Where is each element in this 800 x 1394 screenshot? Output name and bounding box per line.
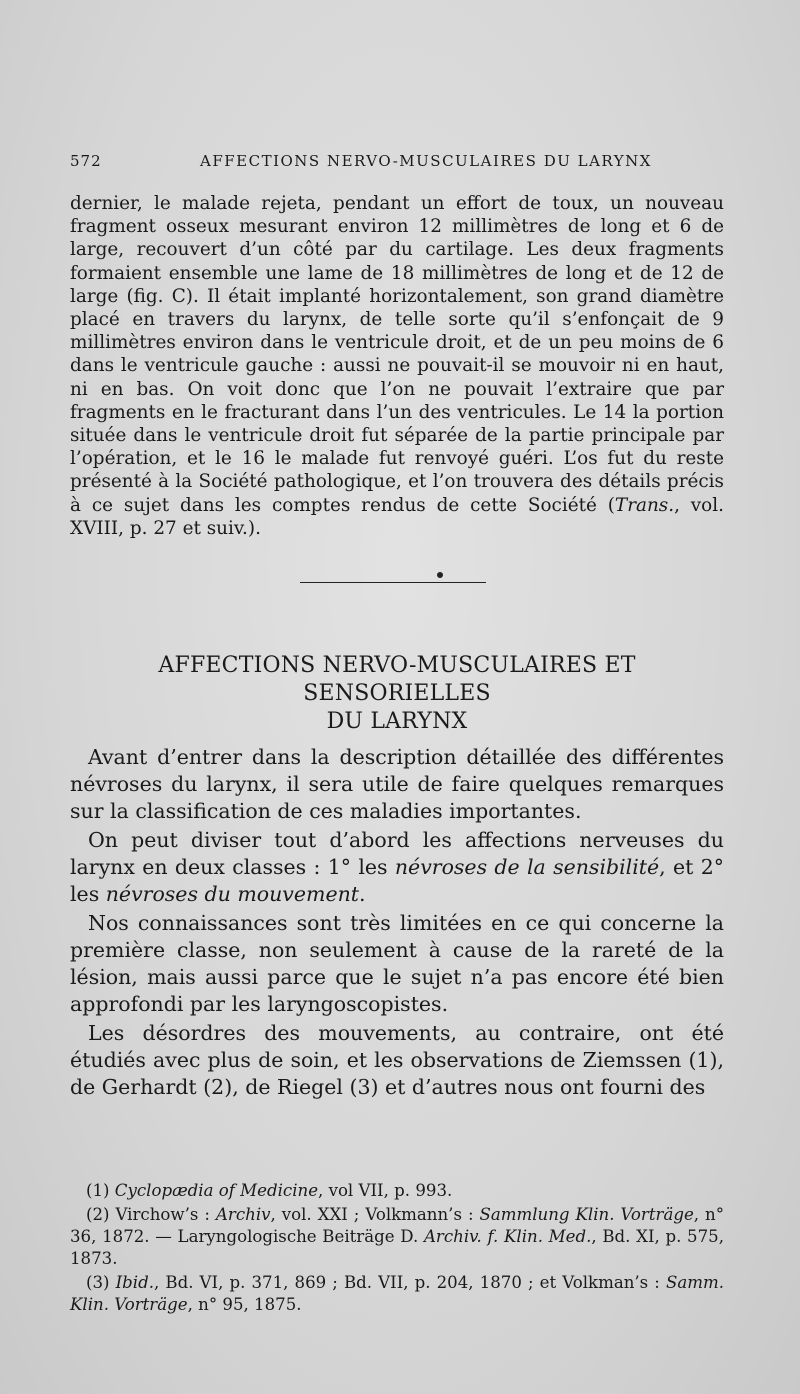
footnote-2-title-2: Sammlung Klin. Vorträge <box>479 1205 694 1224</box>
page-header <box>70 152 724 176</box>
paragraph-2-emphasis-1: névroses de la sensibilité <box>394 855 660 879</box>
footnote-2-text: Virchow’s : <box>115 1205 216 1224</box>
section-divider <box>300 582 486 583</box>
section-heading <box>70 652 724 736</box>
footnote-2-text-4: , Bd. XI, p. 575, 1873. <box>70 1227 724 1268</box>
footnote-1 <box>70 1180 724 1202</box>
journal-title: Trans. <box>614 494 675 516</box>
section-body <box>70 744 724 1101</box>
footnote-3-marker: (3) <box>86 1273 116 1292</box>
footnote-2-title-1: Archiv <box>215 1205 271 1224</box>
page-number: 572 <box>70 152 102 170</box>
paragraph-2-text-3: . <box>359 882 366 906</box>
paragraph-3: Nos connaissances sont très limitées en ce qui concerne la première classe, non seulement à cause de la rareté de la lésion, mais aussi parce que le sujet n’a pas encore été bien approfondi par les laryngoscopistes. <box>70 911 724 1016</box>
footnote-2-text-2: , vol. XXI ; Volkmann’s : <box>270 1205 480 1224</box>
footnote-3-title-1: Ibid. <box>115 1273 154 1292</box>
paragraph-2-text-2: , et 2° les <box>70 855 724 906</box>
footnote-3-text: , Bd. VI, p. 371, 869 ; Bd. VII, p. 204, 1870 ; et Volkman’s : <box>154 1273 666 1292</box>
paragraph-4: Les désordres des mouvements, au contraire, ont été étudiés avec plus de soin, et les observations de Ziemssen (1), de Gerhardt (2), de Riegel (3) et d’autres nous ont fourni des <box>70 1021 724 1099</box>
paragraph-2 <box>70 827 724 908</box>
paragraph-2-emphasis-2: névroses du mouvement <box>105 882 360 906</box>
paragraph-2-text: On peut diviser tout d’abord les affections nerveuses du larynx en deux classes : 1° les <box>70 828 724 879</box>
section-heading-line-1: AFFECTIONS NERVO-MUSCULAIRES ET SENSORIELLES <box>158 653 636 706</box>
footnote-3-title-2: Samm. Klin. Vorträge <box>70 1273 724 1314</box>
footnote-1-text: , vol VII, p. 993. <box>318 1181 453 1200</box>
footnote-3-text-2: , n° 95, 1875. <box>187 1295 302 1314</box>
footnote-1-marker: (1) <box>86 1181 115 1200</box>
paragraph-1: Avant d’entrer dans la description détaillée des différentes névroses du larynx, il sera utile de faire quelques remarques sur la classification de ces maladies importantes. <box>70 745 724 823</box>
ornament-dot <box>437 572 443 578</box>
running-title: AFFECTIONS NERVO-MUSCULAIRES DU LARYNX <box>200 152 652 170</box>
footnote-2-title-3: Archiv. f. Klin. Med. <box>423 1227 592 1246</box>
section-heading-line-2: DU LARYNX <box>326 709 468 734</box>
continuation-text-end: , vol. XVIII, p. 27 et suiv.). <box>70 494 724 539</box>
footnote-2-marker: (2) <box>86 1205 116 1224</box>
continuation-text: dernier, le malade rejeta, pendant un effort de toux, un nouveau fragment osseux mesurant environ 12 millimètres de long et 6 de large, recouvert d’un côté par du cartilage. Les deux fragments formaient ensemble une lame de 18 millimètres de long et de 12 de large (fig. C). Il était implanté horizontalement, son grand diamètre placé en travers du larynx, de telle sorte qu’il s’enfonçait de 9 millimètres environ dans le ventricule droit, et de un peu moins de 6 dans le ventricule gauche : aussi ne pouvait-il se mouvoir ni en haut, ni en bas. On voit donc que l’on ne pouvait l’extraire que par fragments en le fracturant dans l’un des ventricules. Le 14 la portion située dans le ventricule droit fut séparée de la partie principale par l’opération, et le 16 le malade fut renvoyé guéri. L’os fut du reste présenté à la Société pathologique, et l’on trouvera des détails précis à ce sujet dans les comptes rendus de cette Société ( <box>70 193 724 516</box>
footnote-1-title: Cyclopædia of Medicine <box>114 1181 319 1200</box>
footnote-3 <box>70 1272 724 1316</box>
footnotes <box>70 1180 724 1316</box>
footnote-2 <box>70 1204 724 1270</box>
footnote-2-text-3: , n° 36, 1872. — Laryngologische Beiträge D. <box>70 1205 725 1246</box>
continuation-paragraph <box>70 192 724 540</box>
